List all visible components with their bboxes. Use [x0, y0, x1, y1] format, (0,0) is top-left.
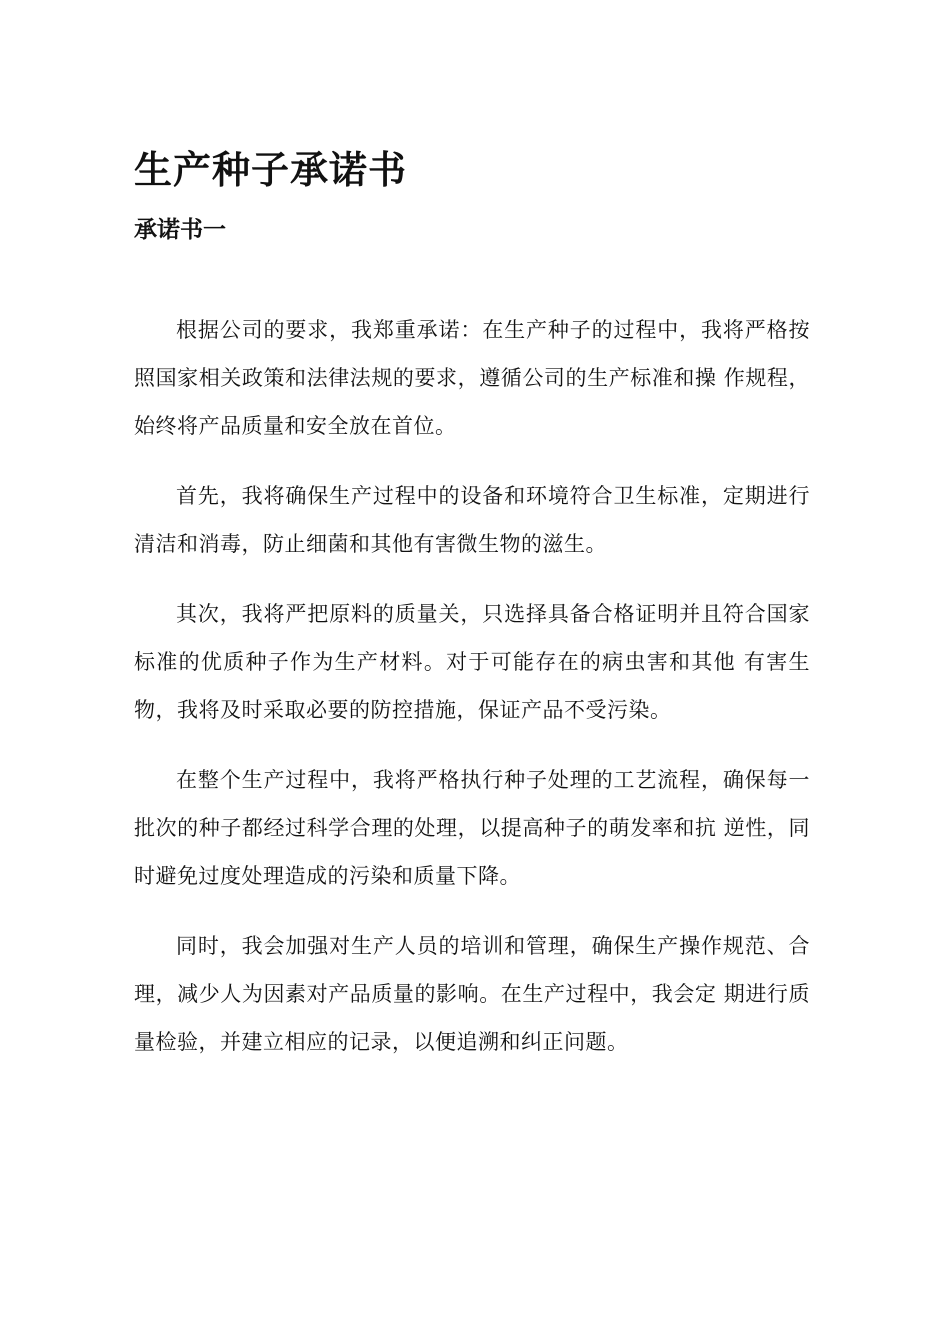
paragraph-2: 首先，我将确保生产过程中的设备和环境符合卫生标准，定期进行清洁和消毒，防止细菌和其他有害微生物的滋生。	[134, 484, 810, 556]
document-title: 生产种子承诺书	[134, 148, 408, 192]
paragraph-5: 同时，我会加强对生产人员的培训和管理，确保生产操作规范、合理，减少人为因素对产品质量的影响。在生产过程中，我会定 期进行质量检验，并建立相应的记录，以便追溯和纠正问题。	[134, 934, 810, 1054]
paragraph-3: 其次，我将严把原料的质量关，只选择具备合格证明并且符合国家标准的优质种子作为生产材料。对于可能存在的病虫害和其他 有害生物，我将及时采取必要的防控措施，保证产品不受污染。	[134, 602, 810, 722]
paragraph-1: 根据公司的要求，我郑重承诺：在生产种子的过程中，我将严格按照国家相关政策和法律法规的要求，遵循公司的生产标准和操 作规程，始终将产品质量和安全放在首位。	[134, 318, 810, 438]
document-body	[134, 306, 810, 1066]
document-subtitle: 承诺书一	[134, 217, 226, 243]
document-content	[134, 140, 810, 1088]
paragraph-4: 在整个生产过程中，我将严格执行种子处理的工艺流程，确保每一批次的种子都经过科学合理的处理，以提高种子的萌发率和抗 逆性，同时避免过度处理造成的污染和质量下降。	[134, 768, 810, 888]
